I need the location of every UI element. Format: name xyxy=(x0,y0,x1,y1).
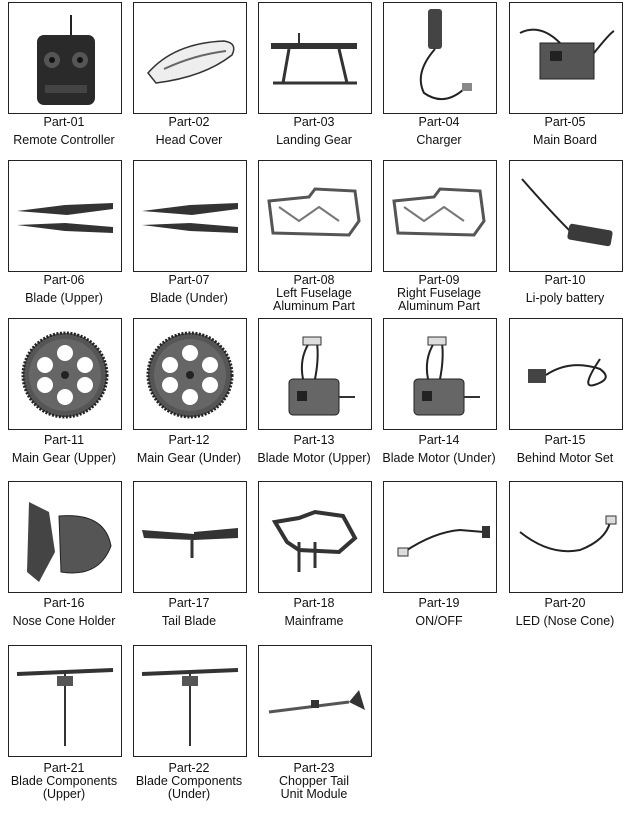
part-number: Part-21 xyxy=(43,761,85,775)
gear-icon xyxy=(134,319,246,429)
part-caption xyxy=(2,762,126,801)
main-board-icon xyxy=(510,3,622,113)
part-number: Part-22 xyxy=(168,761,210,775)
part-name: Main Gear (Under) xyxy=(136,451,242,465)
part-image-frame xyxy=(258,2,372,114)
part-name: Blade Components (Under) xyxy=(135,774,243,801)
battery-icon xyxy=(510,161,622,271)
part-caption xyxy=(127,116,251,147)
part-name: Remote Controller xyxy=(13,133,115,147)
switch-cable-icon xyxy=(384,482,496,592)
part-image-frame xyxy=(8,318,122,430)
part-number: Part-02 xyxy=(168,115,210,129)
part-name: Landing Gear xyxy=(276,133,352,147)
part-number: Part-04 xyxy=(418,115,460,129)
part-image-frame xyxy=(8,481,122,593)
part-number: Part-17 xyxy=(168,596,210,610)
part-name: Behind Motor Set xyxy=(516,451,614,465)
part-number: Part-03 xyxy=(293,115,335,129)
part-caption xyxy=(127,274,251,305)
mainframe-icon xyxy=(259,482,371,592)
part-caption xyxy=(503,597,627,628)
part-number: Part-11 xyxy=(43,433,85,447)
part-caption xyxy=(503,274,627,305)
gear-icon xyxy=(9,319,121,429)
part-caption xyxy=(127,434,251,465)
part-number: Part-16 xyxy=(43,596,85,610)
part-name: Blade Motor (Under) xyxy=(382,451,496,465)
part-image-frame xyxy=(383,481,497,593)
part-image-frame xyxy=(133,481,247,593)
part-caption xyxy=(252,762,376,801)
part-caption xyxy=(252,597,376,628)
part-image-frame xyxy=(8,645,122,757)
part-caption xyxy=(377,116,501,147)
part-name: Main Gear (Upper) xyxy=(11,451,117,465)
part-image-frame xyxy=(509,481,623,593)
part-name: Charger xyxy=(416,133,462,147)
tail-unit-icon xyxy=(259,646,371,756)
part-image-frame xyxy=(509,2,623,114)
part-image-frame xyxy=(133,645,247,757)
part-name: Right Fuselage Aluminum Part xyxy=(396,286,482,313)
part-name: Li-poly battery xyxy=(525,291,605,305)
part-caption xyxy=(2,116,126,147)
fuselage-icon xyxy=(384,161,496,271)
part-number: Part-08 xyxy=(293,273,335,287)
part-image-frame xyxy=(383,318,497,430)
part-caption xyxy=(2,434,126,465)
part-name: Mainframe xyxy=(284,614,344,628)
part-name: Main Board xyxy=(533,133,597,147)
part-image-frame xyxy=(509,318,623,430)
blade-icon xyxy=(134,161,246,271)
part-caption xyxy=(252,434,376,465)
part-image-frame xyxy=(258,318,372,430)
part-image-frame xyxy=(8,2,122,114)
part-number: Part-10 xyxy=(544,273,586,287)
part-name: Blade (Under) xyxy=(150,291,228,305)
part-number: Part-12 xyxy=(168,433,210,447)
part-caption xyxy=(377,274,501,313)
part-caption xyxy=(503,434,627,465)
part-name: Blade Components (Upper) xyxy=(10,774,118,801)
fuselage-icon xyxy=(259,161,371,271)
part-caption xyxy=(377,434,501,465)
part-caption xyxy=(252,274,376,313)
motor-icon xyxy=(384,319,496,429)
part-name: Blade (Upper) xyxy=(25,291,103,305)
part-image-frame xyxy=(509,160,623,272)
part-name: Nose Cone Holder xyxy=(12,614,116,628)
part-caption xyxy=(503,116,627,147)
part-image-frame xyxy=(133,2,247,114)
remote-controller-icon xyxy=(9,3,121,113)
part-number: Part-23 xyxy=(293,761,335,775)
part-number: Part-06 xyxy=(43,273,85,287)
part-number: Part-20 xyxy=(544,596,586,610)
part-name: ON/OFF xyxy=(415,614,463,628)
part-name: Left Fuselage Aluminum Part xyxy=(273,286,355,313)
nose-cone-holder-icon xyxy=(9,482,121,592)
part-name: Chopper Tail Unit Module xyxy=(279,774,349,801)
part-image-frame xyxy=(258,645,372,757)
part-caption xyxy=(127,762,251,801)
part-image-frame xyxy=(258,481,372,593)
tail-motor-icon xyxy=(510,319,622,429)
part-number: Part-13 xyxy=(293,433,335,447)
part-number: Part-09 xyxy=(418,273,460,287)
part-image-frame xyxy=(383,160,497,272)
part-number: Part-05 xyxy=(544,115,586,129)
head-cover-icon xyxy=(134,3,246,113)
part-number: Part-14 xyxy=(418,433,460,447)
part-caption xyxy=(127,597,251,628)
part-image-frame xyxy=(383,2,497,114)
part-name: LED (Nose Cone) xyxy=(515,614,615,628)
part-image-frame xyxy=(8,160,122,272)
part-number: Part-18 xyxy=(293,596,335,610)
blade-components-icon xyxy=(9,646,121,756)
part-image-frame xyxy=(133,318,247,430)
part-name: Blade Motor (Upper) xyxy=(257,451,371,465)
led-cable-icon xyxy=(510,482,622,592)
charger-icon xyxy=(384,3,496,113)
part-name: Head Cover xyxy=(155,133,223,147)
landing-gear-icon xyxy=(259,3,371,113)
part-number: Part-01 xyxy=(43,115,85,129)
tail-blade-icon xyxy=(134,482,246,592)
blade-icon xyxy=(9,161,121,271)
part-number: Part-19 xyxy=(418,596,460,610)
part-image-frame xyxy=(258,160,372,272)
part-caption xyxy=(377,597,501,628)
part-image-frame xyxy=(133,160,247,272)
motor-icon xyxy=(259,319,371,429)
blade-components-icon xyxy=(134,646,246,756)
part-caption xyxy=(2,274,126,305)
part-number: Part-15 xyxy=(544,433,586,447)
part-number: Part-07 xyxy=(168,273,210,287)
part-caption xyxy=(2,597,126,628)
part-caption xyxy=(252,116,376,147)
part-name: Tail Blade xyxy=(161,614,217,628)
